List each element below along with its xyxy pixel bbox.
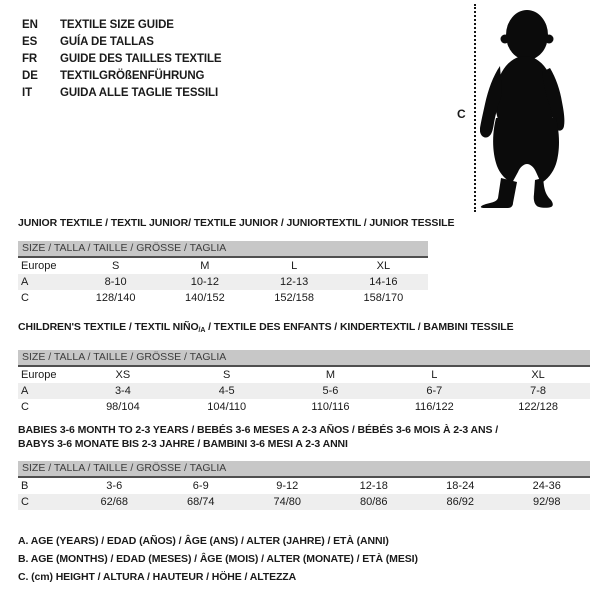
section-title-line: [18, 216, 454, 230]
cell-value: 116/122: [414, 401, 454, 413]
language-code: FR: [22, 52, 38, 65]
table-row-a: [18, 274, 428, 290]
cell-value: 3-4: [114, 385, 131, 397]
baby-silhouette-icon: [480, 8, 568, 208]
language-header: [22, 16, 222, 101]
cell-value: 18-24: [446, 480, 475, 492]
section-childrens-textile: [18, 320, 590, 415]
row-label: Europe: [21, 369, 57, 381]
cell-value: M: [325, 369, 336, 381]
cell-value: 74/80: [273, 496, 302, 508]
table-row-a: [18, 383, 590, 399]
cell-value: 62/68: [100, 496, 129, 508]
footnotes: [18, 532, 418, 586]
cell-value: 6-9: [192, 480, 209, 492]
cell-value: 3-6: [106, 480, 123, 492]
section-babies-textile: [18, 423, 590, 510]
section-title-junior-textile: [18, 216, 454, 230]
cell-value: 122/128: [518, 401, 558, 413]
size-header-bar: SIZE / TALLA / TAILLE / GRÖSSE / TAGLIA: [18, 241, 428, 258]
footnote-b: B. AGE (MONTHS) / EDAD (MESES) / ÂGE (MOIS) / ALTER (MONATE) / ETÀ (MESI): [18, 553, 418, 565]
title-text: / TEXTILE DES ENFANTS / KINDERTEXTIL / BAMBINI TESSILE: [205, 321, 514, 333]
section-title-line: [18, 320, 590, 338]
cell-value: 6-7: [426, 385, 443, 397]
table-row-c: [18, 494, 590, 510]
row-label: C: [21, 292, 29, 304]
section-title-line: [18, 423, 590, 437]
table-row-b: [18, 478, 590, 494]
cell-value: 10-12: [190, 276, 219, 288]
cell-value: XS: [115, 369, 131, 381]
table-row-c: [18, 399, 590, 415]
section-title-line: [18, 437, 590, 451]
language-code: ES: [22, 35, 38, 48]
language-title: GUÍA DE TALLAS: [60, 35, 154, 48]
title-subscript: /A: [198, 327, 206, 334]
cell-value: 68/74: [186, 496, 215, 508]
cell-value: 140/152: [184, 292, 225, 304]
cell-value: 104/110: [207, 401, 247, 413]
section-junior-textile: [18, 216, 454, 306]
cell-value: M: [200, 260, 210, 272]
language-row-de: [22, 67, 222, 84]
language-code: EN: [22, 18, 38, 31]
footnote-c: C. (cm) HEIGHT / ALTURA / HAUTEUR / HÖHE / ALTEZZA: [18, 571, 297, 583]
cell-value: XL: [531, 369, 545, 381]
title-text: JUNIOR TEXTILE / TEXTIL JUNIOR/ TEXTILE JUNIOR / JUNIORTEXTIL / JUNIOR TESSILE: [18, 217, 455, 229]
row-label: Europe: [21, 260, 57, 272]
cell-value: 9-12: [276, 480, 299, 492]
language-title: GUIDA ALLE TAGLIE TESSILI: [60, 86, 219, 99]
language-title: TEXTILGRÖßENFÜHRUNG: [60, 69, 205, 82]
cell-value: 8-10: [104, 276, 127, 288]
table-row-c: [18, 290, 428, 306]
section-title-childrens-textile: [18, 320, 590, 338]
cell-value: 24-36: [532, 480, 561, 492]
cell-value: S: [111, 260, 120, 272]
cell-value: 98/104: [106, 401, 140, 413]
cell-value: L: [291, 260, 298, 272]
cell-value: 7-8: [530, 385, 547, 397]
row-label: C: [21, 401, 29, 413]
language-code: DE: [22, 69, 38, 82]
row-label: B: [21, 480, 29, 492]
table-row-europe: [18, 258, 428, 274]
language-row-en: [22, 16, 222, 33]
section-title-babies-textile: [18, 423, 590, 451]
language-row-es: [22, 33, 222, 50]
cell-value: 158/170: [363, 292, 404, 304]
row-label: A: [21, 276, 29, 288]
cell-value: 4-5: [218, 385, 235, 397]
cell-value: 5-6: [322, 385, 339, 397]
cell-value: 12-13: [280, 276, 309, 288]
size-header-bar: SIZE / TALLA / TAILLE / GRÖSSE / TAGLIA: [18, 350, 590, 367]
cell-value: 12-18: [359, 480, 388, 492]
cell-value: 152/158: [274, 292, 314, 304]
cell-value: 110/116: [311, 401, 350, 413]
table-row-europe: [18, 367, 590, 383]
language-row-fr: [22, 50, 222, 67]
cell-value: 14-16: [369, 276, 398, 288]
cell-value: 92/98: [532, 496, 561, 508]
row-label: A: [21, 385, 29, 397]
baby-silhouette-shape: [480, 10, 564, 208]
height-measure-line: [474, 4, 476, 212]
row-label: C: [21, 496, 29, 508]
language-row-it: [22, 84, 222, 101]
cell-value: 80/86: [359, 496, 388, 508]
language-code: IT: [22, 86, 33, 99]
title-text: CHILDREN'S TEXTILE / TEXTIL NIÑO: [18, 321, 199, 333]
title-text: BABYS 3-6 MONATE BIS 2-3 JAHRE / BAMBINI 3-6 MESI A 2-3 ANNI: [18, 438, 348, 450]
title-text: BABIES 3-6 MONTH TO 2-3 YEARS / BEBÉS 3-6 MESES A 2-3 AÑOS / BÉBÉS 3-6 MOIS À 2-3 ANS /: [18, 424, 499, 436]
size-header-bar: SIZE / TALLA / TAILLE / GRÖSSE / TAGLIA: [18, 461, 590, 478]
footnote-a: A. AGE (YEARS) / EDAD (AÑOS) / ÂGE (ANS) / ALTER (JAHRE) / ETÀ (ANNI): [18, 535, 389, 547]
height-measure-label: C: [457, 107, 466, 121]
cell-value: L: [431, 369, 438, 381]
cell-value: 86/92: [446, 496, 475, 508]
cell-value: S: [223, 369, 231, 381]
language-title: GUIDE DES TAILLES TEXTILE: [60, 52, 222, 65]
cell-value: 128/140: [95, 292, 136, 304]
language-title: TEXTILE SIZE GUIDE: [60, 18, 174, 31]
cell-value: XL: [376, 260, 391, 272]
